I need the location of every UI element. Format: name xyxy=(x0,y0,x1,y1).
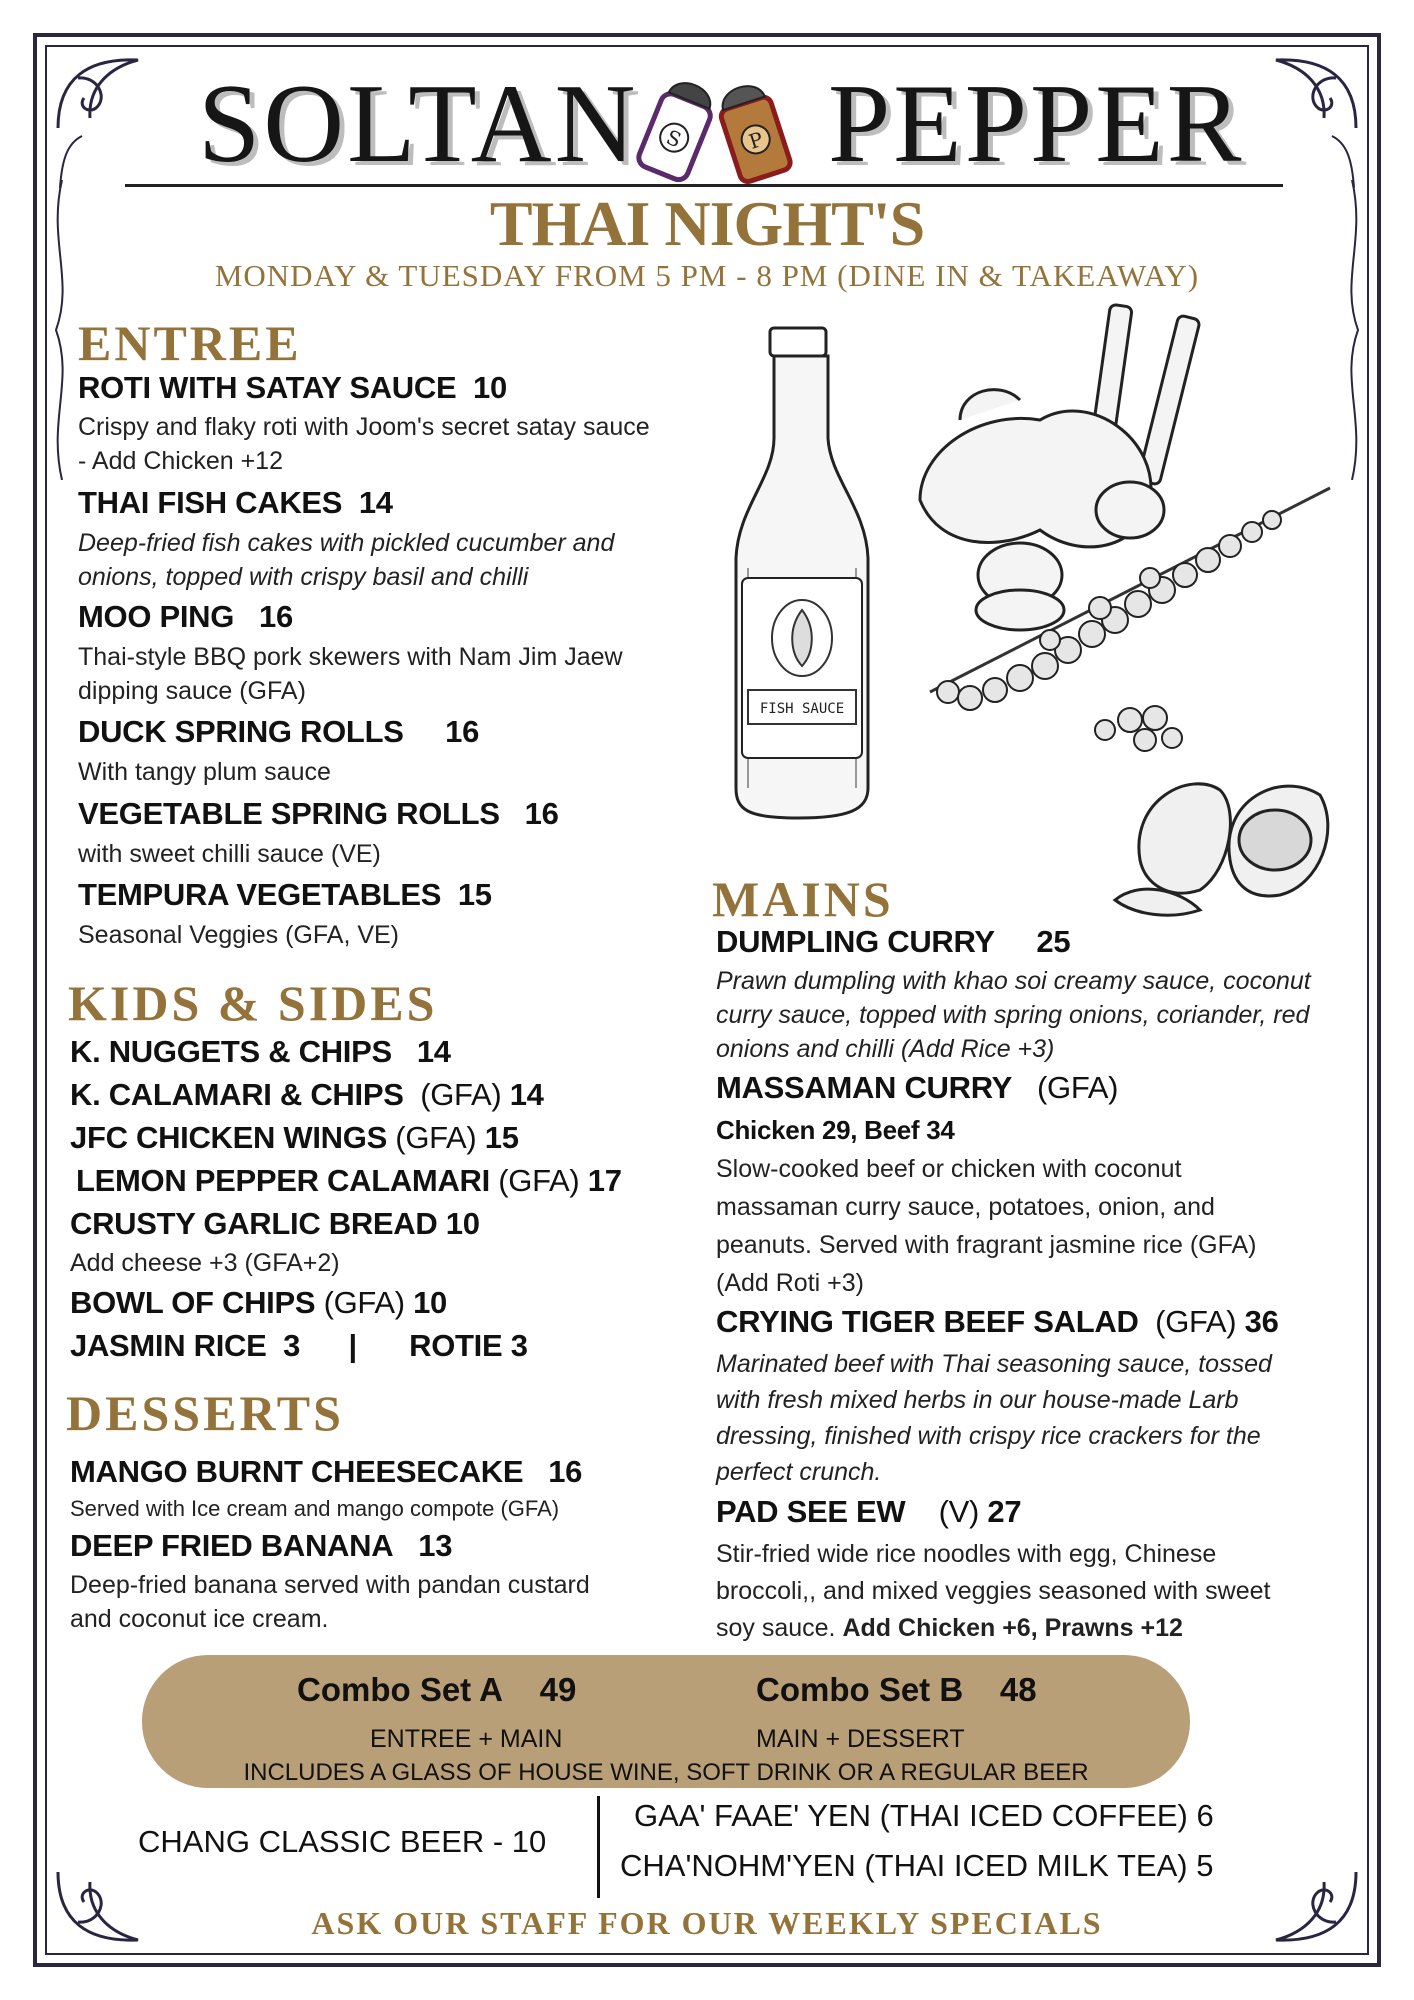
combo-a-title: Combo Set A 49 xyxy=(297,1671,577,1708)
item-desc: peanuts. Served with fragrant jasmine rice (GFA) xyxy=(716,1231,1257,1259)
item-desc: With tangy plum sauce xyxy=(78,758,331,786)
item-price: 10 xyxy=(445,1206,480,1241)
combo-banner xyxy=(142,1655,1190,1788)
section-heading-desserts: DESSERTS xyxy=(66,1385,344,1441)
combo-a-subtitle: ENTREE + MAIN xyxy=(370,1725,563,1753)
combo-b-subtitle: MAIN + DESSERT xyxy=(756,1725,965,1753)
menu-item xyxy=(78,798,559,829)
item-desc: - Add Chicken +12 xyxy=(78,447,283,475)
hours-line: MONDAY & TUESDAY FROM 5 PM - 8 PM (DINE IN & TAKEAWAY) xyxy=(214,258,1200,293)
item-name: VEGETABLE SPRING ROLLS xyxy=(78,796,500,831)
footer-specials-note: ASK OUR STAFF FOR OUR WEEKLY SPECIALS xyxy=(311,1905,1103,1941)
item-price: 10 xyxy=(413,1285,447,1320)
item-price: 36 xyxy=(1244,1304,1279,1339)
item-name: ROTI WITH SATAY SAUCE xyxy=(78,370,457,405)
item-name: DUMPLING CURRY xyxy=(716,924,995,959)
combo-b-title: Combo Set B 48 xyxy=(756,1671,1037,1708)
item-desc: curry sauce, topped with spring onions, coriander, red xyxy=(716,1001,1310,1029)
menu-item xyxy=(78,487,393,518)
item-name: MOO PING xyxy=(78,599,235,634)
section-heading-mains: MAINS xyxy=(712,871,894,927)
item-desc: onions, topped with crispy basil and chilli xyxy=(78,563,529,591)
item-price: 14 xyxy=(358,485,393,520)
menu-item xyxy=(716,1072,1118,1103)
item-name: LEMON PEPPER CALAMARI xyxy=(76,1163,490,1198)
item-name: K. NUGGETS & CHIPS xyxy=(70,1034,392,1069)
item-price: 14 xyxy=(509,1077,544,1112)
drink-thai-iced-coffee: GAA' FAAE' YEN (THAI ICED COFFEE) 6 xyxy=(634,1798,1214,1833)
item-desc: with fresh mixed herbs in our house-made Larb xyxy=(716,1386,1239,1414)
section-heading-kids-sides: KIDS & SIDES xyxy=(68,975,438,1031)
item-desc: Stir-fried wide rice noodles with egg, Chinese xyxy=(716,1540,1217,1568)
item-price: 16 xyxy=(524,796,559,831)
item-tag: (GFA) xyxy=(323,1285,405,1320)
menu-item xyxy=(70,1208,480,1239)
combo-footnote: INCLUDES A GLASS OF HOUSE WINE, SOFT DRINK OR A REGULAR BEER xyxy=(243,1759,1089,1786)
combo-b-price: 48 xyxy=(999,1671,1037,1708)
item-price: 3 xyxy=(283,1328,301,1363)
item-separator: | xyxy=(348,1328,357,1363)
menu-item xyxy=(78,601,293,632)
menu-item xyxy=(70,1287,447,1318)
item-name: ROTIE xyxy=(409,1328,503,1363)
item-price: 17 xyxy=(587,1163,622,1198)
item-name: MANGO BURNT CHEESECAKE xyxy=(70,1454,524,1489)
item-name: CRUSTY GARLIC BREAD xyxy=(70,1206,438,1241)
item-name: DEEP FRIED BANANA xyxy=(70,1528,394,1563)
item-variant-prices: Chicken 29, Beef 34 xyxy=(716,1115,955,1145)
section-heading-entree: ENTREE xyxy=(78,315,302,371)
item-desc: Prawn dumpling with khao soi creamy sauce, coconut xyxy=(716,967,1311,995)
menu-item xyxy=(716,1306,1279,1337)
item-desc xyxy=(716,1610,1183,1647)
item-tag: (GFA) xyxy=(1037,1070,1119,1105)
brand-word-pepper: PEPPER xyxy=(828,62,1245,186)
item-desc: Served with Ice cream and mango compote (GFA) xyxy=(70,1496,560,1521)
item-name: BOWL OF CHIPS xyxy=(70,1285,316,1320)
item-desc: Add cheese +3 (GFA+2) xyxy=(70,1249,340,1277)
item-price: 15 xyxy=(457,877,492,912)
item-desc-text: soy sauce. xyxy=(716,1614,836,1642)
item-price: 15 xyxy=(484,1120,519,1155)
item-tag: (GFA) xyxy=(420,1077,502,1112)
bottle-label: FISH SAUCE xyxy=(759,701,845,717)
combo-a-price: 49 xyxy=(539,1671,577,1708)
menu-item xyxy=(70,1330,528,1361)
item-name: CRYING TIGER BEEF SALAD xyxy=(716,1304,1139,1339)
item-name: THAI FISH CAKES xyxy=(78,485,343,520)
item-name: MASSAMAN CURRY xyxy=(716,1070,1013,1105)
item-desc: broccoli,, and mixed veggies seasoned with sweet xyxy=(716,1577,1271,1605)
item-price: 3 xyxy=(510,1328,528,1363)
item-extras: Add Chicken +6, Prawns +12 xyxy=(842,1614,1183,1642)
galangal-peppercorn-coconut-illustration xyxy=(900,300,1350,940)
item-desc: Deep-fried fish cakes with pickled cucumber and xyxy=(78,529,615,557)
item-desc: perfect crunch. xyxy=(716,1458,882,1486)
item-desc: onions and chilli (Add Rice +3) xyxy=(716,1035,1055,1063)
item-price: 16 xyxy=(259,599,293,634)
item-price: 10 xyxy=(473,370,507,405)
item-tag: (GFA) xyxy=(395,1120,477,1155)
item-price: 16 xyxy=(445,714,480,749)
shaker-p-label: P xyxy=(745,126,767,154)
item-name: K. CALAMARI & CHIPS xyxy=(70,1077,404,1112)
salt-pepper-shakers-icon xyxy=(622,58,812,188)
item-price: 16 xyxy=(548,1454,583,1489)
menu-item xyxy=(76,1165,622,1196)
item-price: 14 xyxy=(416,1034,451,1069)
fish-sauce-bottle-illustration xyxy=(718,318,888,828)
menu-item xyxy=(70,1530,452,1561)
item-desc: and coconut ice cream. xyxy=(70,1605,329,1633)
item-desc: massaman curry sauce, potatoes, onion, and xyxy=(716,1193,1215,1221)
menu-item xyxy=(70,1122,519,1153)
item-price: 27 xyxy=(987,1494,1022,1529)
item-desc: Seasonal Veggies (GFA, VE) xyxy=(78,921,400,949)
item-desc: dipping sauce (GFA) xyxy=(78,677,306,705)
item-desc: Slow-cooked beef or chicken with coconut xyxy=(716,1155,1182,1183)
item-name: PAD SEE EW xyxy=(716,1494,906,1529)
drinks-divider xyxy=(597,1796,600,1898)
item-desc: Crispy and flaky roti with Joom's secret satay sauce xyxy=(78,413,650,441)
header-divider xyxy=(125,184,1283,187)
item-tag: (GFA) xyxy=(1155,1304,1237,1339)
item-price: 13 xyxy=(418,1528,453,1563)
menu-item xyxy=(78,372,507,403)
menu-item xyxy=(70,1036,451,1067)
menu-item xyxy=(70,1079,544,1110)
item-tag: (V) xyxy=(938,1494,980,1529)
drink-thai-iced-milk-tea: CHA'NOHM'YEN (THAI ICED MILK TEA) 5 xyxy=(620,1848,1214,1883)
item-desc: Deep-fried banana served with pandan custard xyxy=(70,1571,590,1599)
item-price: 25 xyxy=(1036,924,1071,959)
brand-header xyxy=(0,58,1414,188)
item-name: JFC CHICKEN WINGS xyxy=(70,1120,387,1155)
brand-word-soltan: SOLTAN xyxy=(198,62,639,186)
item-desc: dressing, finished with crispy rice crackers for the xyxy=(716,1422,1261,1450)
item-desc: Marinated beef with Thai seasoning sauce, tossed xyxy=(716,1350,1272,1378)
item-desc: Thai-style BBQ pork skewers with Nam Jim Jaew xyxy=(78,643,623,671)
item-desc: (Add Roti +3) xyxy=(716,1269,864,1297)
item-name: TEMPURA VEGETABLES xyxy=(78,877,442,912)
drink-chang-beer: CHANG CLASSIC BEER - 10 xyxy=(138,1824,547,1859)
item-desc: with sweet chilli sauce (VE) xyxy=(78,840,381,868)
item-name: JASMIN RICE xyxy=(70,1328,267,1363)
menu-item xyxy=(70,1456,582,1487)
shaker-s-label: S xyxy=(662,124,685,153)
menu-item xyxy=(78,716,479,747)
menu-item xyxy=(78,879,492,910)
menu-item xyxy=(716,1496,1021,1527)
item-name: DUCK SPRING ROLLS xyxy=(78,714,404,749)
page-title: THAI NIGHT'S xyxy=(489,188,925,259)
item-tag: (GFA) xyxy=(498,1163,580,1198)
